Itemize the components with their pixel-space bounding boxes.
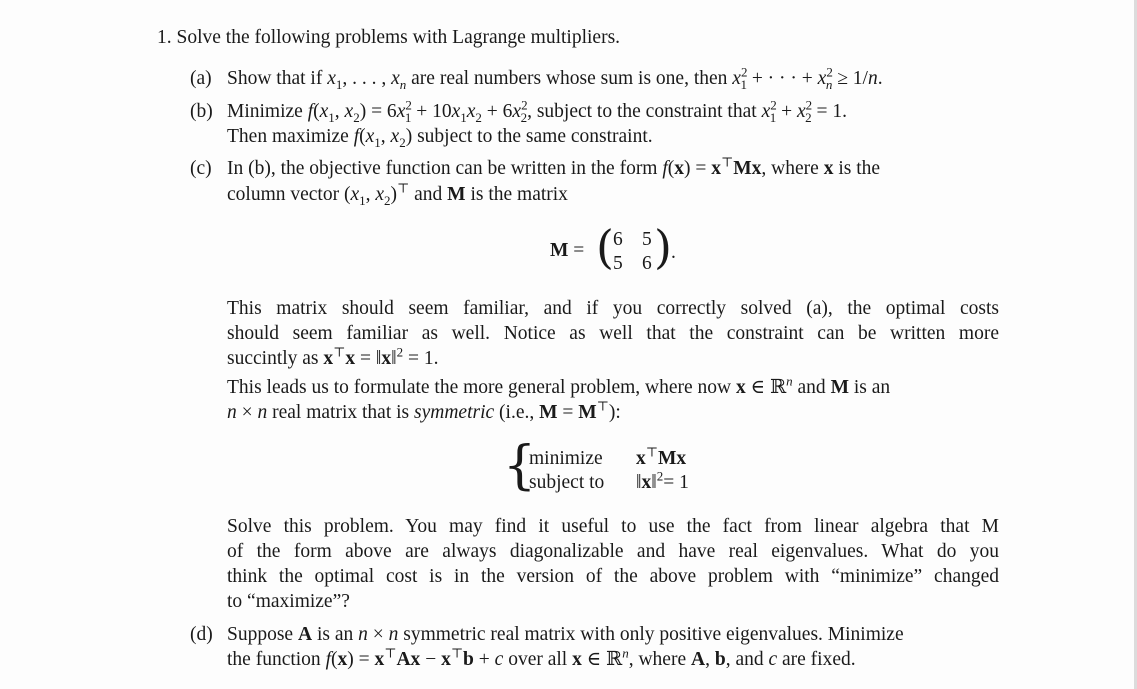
part-a-label: (a) [190,68,212,89]
system-row-2-expr: ‖x‖$^2$= 1 [636,468,689,493]
part-c-para3-line-1: Solve this problem. You may find it useful to use the fact from linear algebra that M [227,516,999,537]
part-c-label: (c) [190,158,212,179]
part-c-para1-line-2: should seem familiar as well. Notice as well that the constraint can be written more [227,323,999,344]
problem-number: 1. [157,27,172,48]
part-c-para2-line-2: n × n real matrix that is symmetric (i.e., M = M⊤): [227,398,621,423]
part-c-para3-line-3: think the optimal cost is in the version of the above problem with “minimize” changed [227,566,999,587]
matrix-right-paren: ) [654,220,672,274]
document-page: 1. Solve the following problems with Lagrange multipliers. (a) Show that if $x_1$, . . . , $x_n$ are real numbers whose sum is one, then $x^2_1$ + · · · + $x^2_n \ge 1/n$. (b) Minimize $f(x_1$, $x_2) = 6x^2_1 + 10x_1x_2 + 6x^2_2$, subject to the constraint that $x^2_1 + x^2_2 = 1$. Then maximize $f(x_1$, $x_2$) subject to the same constraint. (c) In (b), the objective function can be written in the form f(x) = x⊤Mx, where x is the column vector ($x_1$, $x_2)^⊤$ and M is the matrix M = ( 6 5 5 6 ) . This matrix should seem familiar, and if you correctly solved (a), the optimal costs should seem familiar as well. Notice as well that the constraint can be written more succintly as x⊤x = ‖x‖$^2$ = 1. This leads us to formulate the more general problem, where now x ∈ ℝ$^n$ and M is an n × n real matrix that is symmetric (i.e., M = M⊤): { minimize x⊤Mx subject to ‖x‖$^2$= 1 Solve this problem. You may find it useful to use the fact from linear algebra that M of the form above are always diagonalizable and have real eigenvalues. What do you think the optimal cost is in the version of the above problem with “minimize” changed to “maximize”? (d) Suppose A is an n × n symmetric real matrix with only positive eigenvalues. Minimize the function f(x) = x⊤Ax − x⊤b + c over all x ∈ ℝ$^n$, where A, b, and c are fixed. [157,27,999,670]
part-c-para2-line-1: This leads us to formulate the more general problem, where now x ∈ ℝ$^n$ and M is an [227,373,891,398]
matrix-cell-2-2: 6 [642,253,652,274]
part-a-text: Show that if $x_1$, . . . , $x_n$ are real numbers whose sum is one, then $x^2_1$ + · · · + $x^2_n \ge 1/n$. [227,64,883,92]
matrix-name: M [550,240,569,261]
part-b-line-1: Minimize $f(x_1$, $x_2) = 6x^2_1 + 10x_1x_2 + 6x^2_2$, subject to the constraint that $x^2_1 + x^2_2 = 1$. [227,97,847,125]
left-brace: { [503,436,537,496]
part-d-label: (d) [190,624,213,645]
system-row-1-expr: x⊤Mx [636,444,687,469]
part-c-para1-line-1: This matrix should seem familiar, and if you correctly solved (a), the optimal costs [227,298,999,319]
system-row-2-label: subject to [529,472,605,493]
part-b-line-2: Then maximize $f(x_1$, $x_2$) subject to the same constraint. [227,126,653,150]
part-c-para3-line-4: to “maximize”? [227,591,350,612]
matrix-left-paren: ( [596,220,614,274]
part-c-para1-line-3: succintly as x⊤x = ‖x‖$^2$ = 1. [227,344,439,369]
matrix-cell-1-1: 6 [613,229,623,250]
part-c-line-2: column vector ($x_1$, $x_2)^⊤$ and M is the matrix [227,180,568,208]
matrix-cell-2-1: 5 [613,253,623,274]
problem-title: Solve the following problems with Lagrange multipliers. [176,27,621,48]
part-c-para3-line-2: of the form above are always diagonalizable and have real eigenvalues. What do you [227,541,999,562]
part-d-line-1: Suppose A is an n × n symmetric real matrix with only positive eigenvalues. Minimize [227,624,904,645]
part-b-label: (b) [190,101,213,122]
part-c-line-1: In (b), the objective function can be written in the form f(x) = x⊤Mx, where x is the [227,154,881,179]
system-row-1-label: minimize [529,448,603,469]
matrix-cell-1-2: 5 [642,229,652,250]
part-d-line-2: the function f(x) = x⊤Ax − x⊤b + c over all x ∈ ℝ$^n$, where A, b, and c are fixed. [227,645,856,670]
problem-heading [157,26,620,50]
